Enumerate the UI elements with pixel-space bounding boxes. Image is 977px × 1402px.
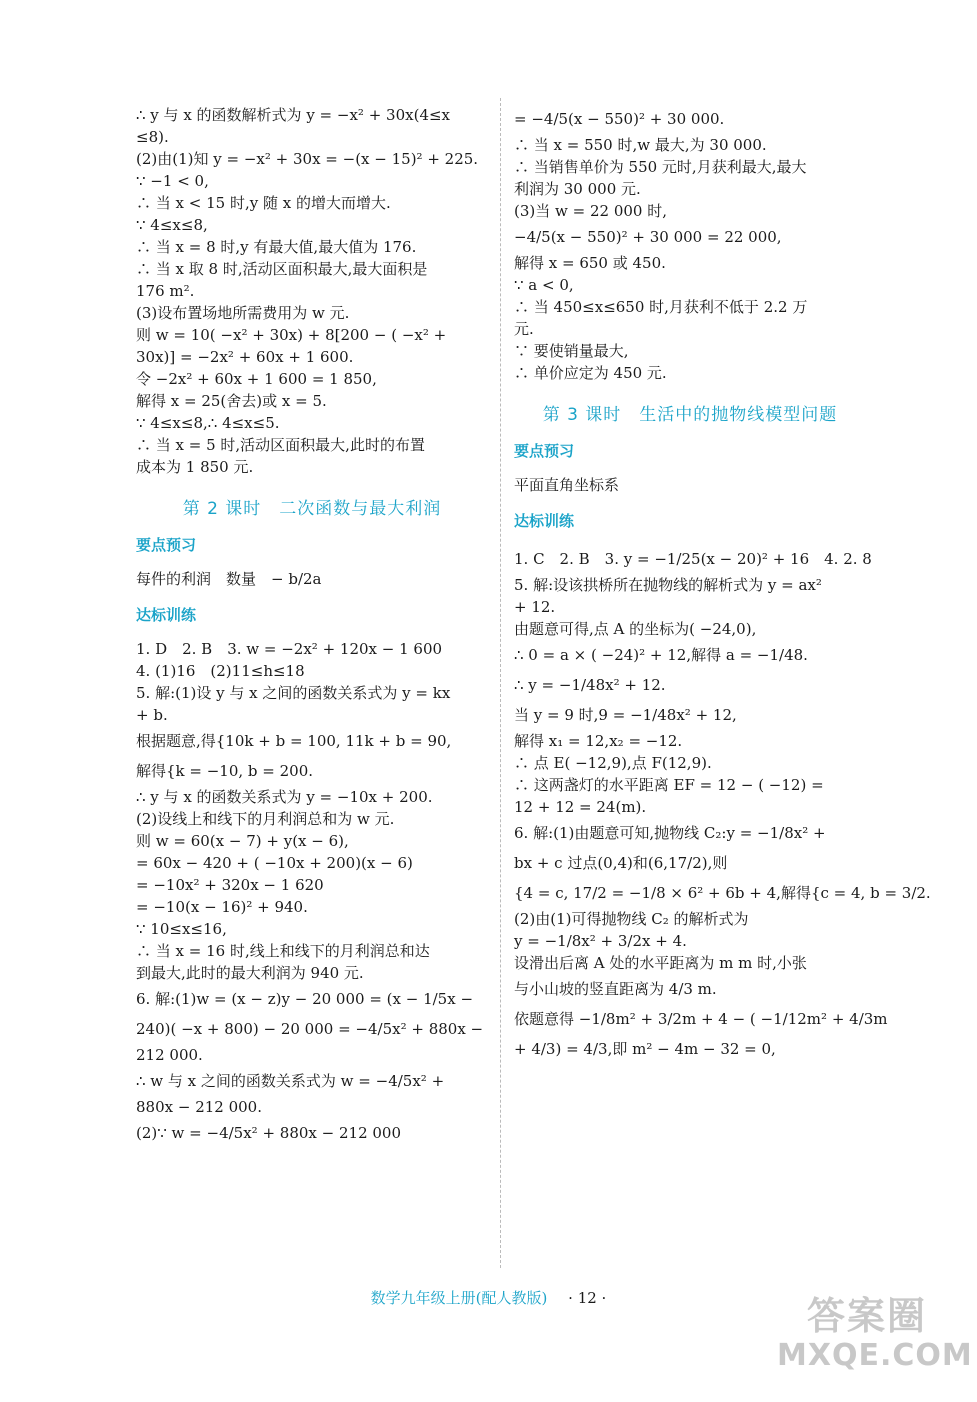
- lesson-3-title: 第 3 课时 生活中的抛物线模型问题: [542, 405, 838, 425]
- text-line: ∴ 点 E( −12,9),点 F(12,9).: [514, 754, 712, 772]
- text-line: 解得 x = 25(舍去)或 x = 5.: [136, 392, 327, 410]
- text-line: ∴ 当 x = 5 时,活动区面积最大,此时的布置: [136, 436, 425, 454]
- text-line: {4 = c, 17/2 = −1/8 × 6² + 6b + 4,解得{c = 4, b = 3/2.: [514, 884, 931, 902]
- text-line: ∴ 当销售单价为 550 元时,月获利最大,最大: [514, 158, 807, 176]
- key-points-heading: 要点预习: [514, 442, 575, 460]
- lesson-2-title: 第 2 课时 二次函数与最大利润: [182, 499, 442, 519]
- text-line: y = −1/8x² + 3/2x + 4.: [514, 932, 687, 950]
- text-line: ∵ 要使销量最大,: [514, 342, 629, 360]
- text-line: (3)当 w = 22 000 时,: [514, 202, 667, 220]
- left-solution-continued: [136, 104, 488, 478]
- text-line: 1. D 2. B 3. w = −2x² + 120x − 1 600: [136, 640, 443, 658]
- text-line: 4. (1)16 (2)11≤h≤18: [136, 662, 305, 680]
- text-line: ∴ 这两盏灯的水平距离 EF = 12 − ( −12) =: [514, 776, 824, 794]
- text-line: 30x)] = −2x² + 60x + 1 600.: [136, 348, 354, 366]
- text-line: 则 w = 10( −x² + 30x) + 8[200 − ( −x² +: [136, 326, 447, 344]
- right-solution-continued: [514, 104, 866, 384]
- text-line: 成本为 1 850 元.: [136, 458, 254, 476]
- text-line: (3)设布置场地所需费用为 w 元.: [136, 304, 350, 322]
- text-line: ∴ 当 450≤x≤650 时,月获利不低于 2.2 万: [514, 298, 808, 316]
- text-line: + b.: [136, 706, 168, 724]
- text-line: 则 w = 60(x − 7) + y(x − 6),: [136, 832, 349, 850]
- text-line: 6. 解:(1)w = (x − z)y − 20 000 = (x − 1/5x −: [136, 990, 474, 1008]
- text-line: (2)由(1)可得抛物线 C₂ 的解析式为: [514, 910, 749, 928]
- text-line: = −10x² + 320x − 1 620: [136, 876, 324, 894]
- right-column: [514, 104, 931, 1064]
- text-line: (2)设线上和线下的月利润总和为 w 元.: [136, 810, 395, 828]
- text-line: ∵ a < 0,: [514, 276, 574, 294]
- text-line: ∴ y 与 x 的函数解析式为 y = −x² + 30x(4≤x: [136, 106, 451, 124]
- text-line: 解得 x = 650 或 450.: [514, 254, 666, 272]
- text-line: ∴ 当 x = 16 时,线上和线下的月利润总和达: [136, 942, 430, 960]
- text-line: 与小山坡的竖直距离为 4/3 m.: [514, 980, 717, 998]
- text-line: + 4/3) = 4/3,即 m² − 4m − 32 = 0,: [514, 1040, 776, 1058]
- text-line: ≤8).: [136, 128, 169, 146]
- text-line: ∵ 4≤x≤8,: [136, 216, 208, 234]
- text-line: ∴ 单价应定为 450 元.: [514, 364, 667, 382]
- watermark-text: 答案圈: [806, 1294, 927, 1338]
- watermark-url: MXQE.COM: [777, 1338, 973, 1373]
- text-line: 解得{k = −10, b = 200.: [136, 762, 314, 780]
- text-line: (2)∵ w = −4/5x² + 880x − 212 000: [136, 1124, 402, 1142]
- text-line: ∴ y = −1/48x² + 12.: [514, 676, 666, 694]
- text-line: = 60x − 420 + ( −10x + 200)(x − 6): [136, 854, 413, 872]
- text-line: ∵ 4≤x≤8,∴ 4≤x≤5.: [136, 414, 280, 432]
- page-number: · 12 ·: [568, 1289, 607, 1307]
- text-line: ∴ 当 x = 8 时,y 有最大值,最大值为 176.: [136, 238, 417, 256]
- text-line: ∴ w 与 x 之间的函数关系式为 w = −4/5x² +: [136, 1072, 445, 1090]
- text-line: 当 y = 9 时,9 = −1/48x² + 12,: [514, 706, 737, 724]
- text-line: 根据题意,得{10k + b = 100, 11k + b = 90,: [136, 732, 452, 750]
- text-line: 240)( −x + 800) − 20 000 = −4/5x² + 880x −: [136, 1020, 484, 1038]
- text-line: 12 + 12 = 24(m).: [514, 798, 647, 816]
- text-line: 元.: [514, 320, 534, 338]
- text-line: 依题意得 −1/8m² + 3/2m + 4 − ( −1/12m² + 4/3m: [514, 1010, 888, 1028]
- text-line: 212 000.: [136, 1046, 203, 1064]
- text-line: = −4/5(x − 550)² + 30 000.: [514, 110, 725, 128]
- text-line: 到最大,此时的最大利润为 940 元.: [136, 964, 364, 982]
- text-line: 设滑出后离 A 处的水平距离为 m m 时,小张: [514, 954, 807, 972]
- text-line: ∵ −1 < 0,: [136, 172, 209, 190]
- column-divider: [500, 98, 501, 1268]
- book-title: 数学九年级上册(配人教版): [370, 1289, 548, 1307]
- text-line: −4/5(x − 550)² + 30 000 = 22 000,: [514, 228, 782, 246]
- text-line: 1. C 2. B 3. y = −1/25(x − 20)² + 16 4. 2. 8: [514, 550, 872, 568]
- text-line: + 12.: [514, 598, 556, 616]
- watermark-logo: [777, 1294, 973, 1384]
- text-line: 解得 x₁ = 12,x₂ = −12.: [514, 732, 683, 750]
- right-training-answers: [514, 544, 931, 1064]
- text-line: 176 m².: [136, 282, 195, 300]
- text-line: ∴ 当 x 取 8 时,活动区面积最大,最大面积是: [136, 260, 428, 278]
- left-training-answers: [136, 638, 488, 1148]
- training-heading: 达标训练: [136, 606, 197, 624]
- text-line: 5. 解:(1)设 y 与 x 之间的函数关系式为 y = kx: [136, 684, 451, 702]
- text-line: ∴ 当 x = 550 时,w 最大,为 30 000.: [514, 136, 767, 154]
- text-line: ∵ 10≤x≤16,: [136, 920, 227, 938]
- left-column: [136, 104, 488, 1148]
- text-line: 880x − 212 000.: [136, 1098, 262, 1116]
- text-line: ∴ y 与 x 的函数关系式为 y = −10x + 200.: [136, 788, 433, 806]
- text-line: 由题意可得,点 A 的坐标为( −24,0),: [514, 620, 757, 638]
- text-line: 利润为 30 000 元.: [514, 180, 641, 198]
- key-points-answer: 每件的利润 数量 − b/2a: [136, 570, 322, 588]
- text-line: ∴ 0 = a × ( −24)² + 12,解得 a = −1/48.: [514, 646, 808, 664]
- training-heading: 达标训练: [514, 512, 575, 530]
- key-points-answer: 平面直角坐标系: [514, 476, 620, 494]
- text-line: 6. 解:(1)由题意可知,抛物线 C₂:y = −1/8x² +: [514, 824, 826, 842]
- text-line: = −10(x − 16)² + 940.: [136, 898, 308, 916]
- key-points-heading: 要点预习: [136, 536, 197, 554]
- text-line: (2)由(1)知 y = −x² + 30x = −(x − 15)² + 225.: [136, 150, 479, 168]
- text-line: 令 −2x² + 60x + 1 600 = 1 850,: [136, 370, 377, 388]
- text-line: bx + c 过点(0,4)和(6,17/2),则: [514, 854, 728, 872]
- text-line: 5. 解:设该拱桥所在抛物线的解析式为 y = ax²: [514, 576, 822, 594]
- text-line: ∴ 当 x < 15 时,y 随 x 的增大而增大.: [136, 194, 391, 212]
